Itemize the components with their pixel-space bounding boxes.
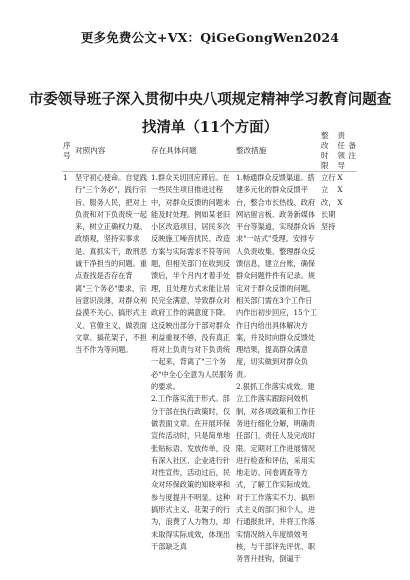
header-problem: 存在具体问题 xyxy=(151,146,197,155)
promo-banner: 更多免费公文+VX：QiGeGongWen2024 xyxy=(80,30,340,45)
title-line-1: 市委领导班子深入贯彻中央八项规定精神学习教育问题查 xyxy=(28,91,392,108)
cell-time: 立行立改，长期坚持 xyxy=(321,173,336,232)
cell-context: 坚守初心使命。自觉践行"三个务必"，践行宗旨、服务人民，把对上负责和对下负责统一起来，树立正确权力观、政绩观，坚持实事求是、真抓实干，敢刑恶诚干净担当的问题。重点查找是否存在背离"三个务必"要求，宗旨意识淡薄，对群众利益漠不关心，搞形式主义、官僚主义，做表面文章、搞花架子，不担当不作为等问题。 xyxy=(75,173,147,355)
issue-checklist-table xyxy=(62,131,357,566)
table-row xyxy=(62,172,357,566)
title-line-2: 找清单（11个方面） xyxy=(141,119,279,136)
header-note: 备注 xyxy=(348,141,356,160)
cell-responsible: XXX xyxy=(337,173,343,207)
header-responsible: 责任领导 xyxy=(337,131,345,170)
cell-measure: 1.畅通群众反馈渠道。搭建多元化的群众反馈平台，整合市长热线、政府网站留言板、政务新媒体平台等渠道，实现群众诉求"一站式"受理。安排专人负责收集、整理群众反馈信息，建立台账，确保群众问题件件有记录。规定对于群众反馈的问题，相关部门需在3个工作日内作出初步回应，15个工作日内给出具体解决方案，并及时向群众反馈处理结果，提高群众满意度，切实做到对群众负责。 2.狠抓工作落实成效。建立工作落实跟踪问效机制，对各项政策和工作任务进行细化分解，明确责任部门、责任人及完成时限。定期对工作进展情况进行检查和评估，采用实地走访、问卷调查等方式，了解工作实际成效。对于工作落实不力、搞形式主义的部门和个人，进行通报批评，并将工作落实情况纳入年度绩效考核，与干部评先评优、职务晋升挂钩，倒逼干 xyxy=(236,173,318,564)
header-time: 整改时限 xyxy=(321,131,329,170)
header-measure: 整改措施 xyxy=(236,146,267,155)
table-header-row xyxy=(62,131,357,172)
cell-problem: 1.群众关切回应滞后。在一些民生项目推进过程中，对群众反馈的问题未能及时处理。例如某老旧小区改造项目，居民多次反映施工噪音扰民、改造方案与实际需求不符等问题，但相关部门在收到反馈后，半个月内才着手处理，且处理方式未能让居民完全满意，导致群众对政府工作的满意度下降。这反映出部分干部对群众利益重视不够，没有真正将对上负责与对下负责统一起来，背离了"三个务必"中全心全意为人民服务的要求。 2.工作落实流于形式。部分干部在执行政策时，仅做表面文章。在开展环保宣传活动时，只是简单地张贴标语、发放传单，没有深入社区、企业进行针对性宣传，活动过后，民众对环保政策的知晓率和参与度提升不明显。这种搞形式主义、花架子的行为，浪费了人力物力，却未取得实际成效，体现出干部缺乏真 xyxy=(151,173,234,551)
header-context: 对照内容 xyxy=(75,146,106,155)
cell-seq: 1 xyxy=(63,173,68,182)
cell-note xyxy=(347,172,357,566)
header-seq: 序号 xyxy=(63,141,71,160)
